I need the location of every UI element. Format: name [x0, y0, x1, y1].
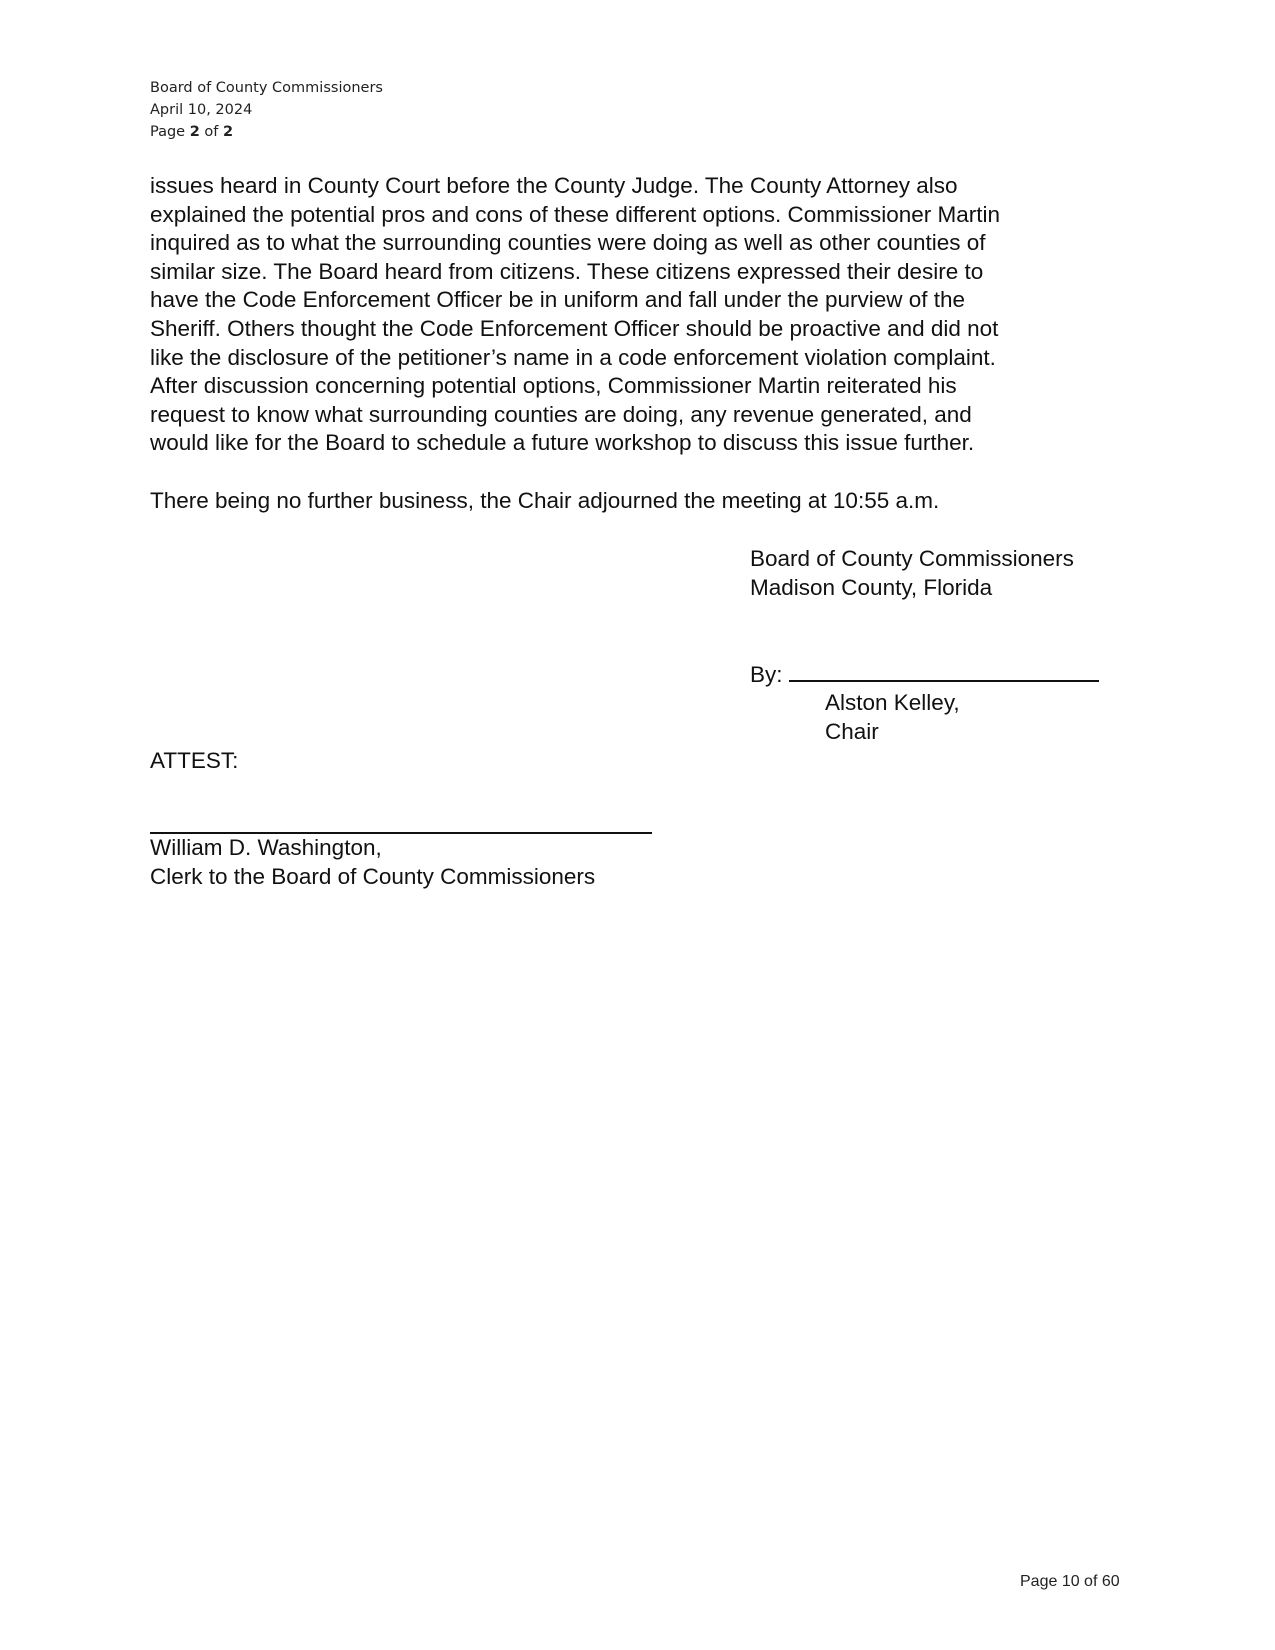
chair-name: Alston Kelley, [825, 690, 960, 715]
paragraph-line: Sheriff. Others thought the Code Enforcement Officer should be proactive and did not [150, 315, 999, 341]
clerk-title: Clerk to the Board of County Commissioners [150, 863, 596, 889]
signature-by-line [750, 660, 1099, 690]
chair-signature-line [789, 660, 1099, 682]
paragraph-line: similar size. The Board heard from citizens. These citizens expressed their desire to [150, 258, 984, 284]
header-page-prefix: Page [150, 124, 190, 140]
header-page-total: 2 [223, 124, 234, 140]
signature-board-name: Board of County Commissioners [750, 546, 1074, 571]
chair-title: Chair [825, 718, 879, 744]
signature-by-label: By: [750, 662, 783, 687]
signature-county-name: Madison County, Florida [750, 574, 993, 600]
paragraph-line: issues heard in County Court before the County Judge. The County Attorney also [150, 173, 958, 198]
header-org: Board of County Commissioners [150, 80, 383, 96]
page-header [150, 77, 383, 143]
header-page-of: of [199, 124, 224, 140]
header-date: April 10, 2024 [150, 102, 253, 118]
paragraph-line: request to know what surrounding counties are doing, any revenue generated, and [150, 401, 972, 427]
paragraph-line: explained the potential pros and cons of these different options. Commissioner Martin [150, 201, 1001, 227]
clerk-name: William D. Washington, [150, 835, 382, 860]
clerk-block [150, 834, 595, 891]
paragraph-line: have the Code Enforcement Officer be in uniform and fall under the purview of the [150, 287, 966, 313]
page-footer-number: Page 10 of 60 [1020, 1573, 1120, 1590]
chair-block [825, 689, 960, 746]
attest-label: ATTEST: [150, 748, 239, 773]
paragraph-line: would like for the Board to schedule a future workshop to discuss this issue further. [150, 430, 975, 456]
paragraph-line: like the disclosure of the petitioner’s name in a code enforcement violation complaint. [150, 344, 996, 370]
minutes-paragraph [150, 172, 1130, 458]
signature-board-block [750, 545, 1074, 602]
paragraph-line: After discussion concerning potential options, Commissioner Martin reiterated his [150, 373, 957, 399]
header-page-indicator [150, 121, 383, 143]
paragraph-line: inquired as to what the surrounding counties were doing as well as other counties of [150, 230, 986, 256]
header-page-number: 2 [189, 124, 200, 140]
adjournment-statement: There being no further business, the Chair adjourned the meeting at 10:55 a.m. [150, 488, 940, 513]
